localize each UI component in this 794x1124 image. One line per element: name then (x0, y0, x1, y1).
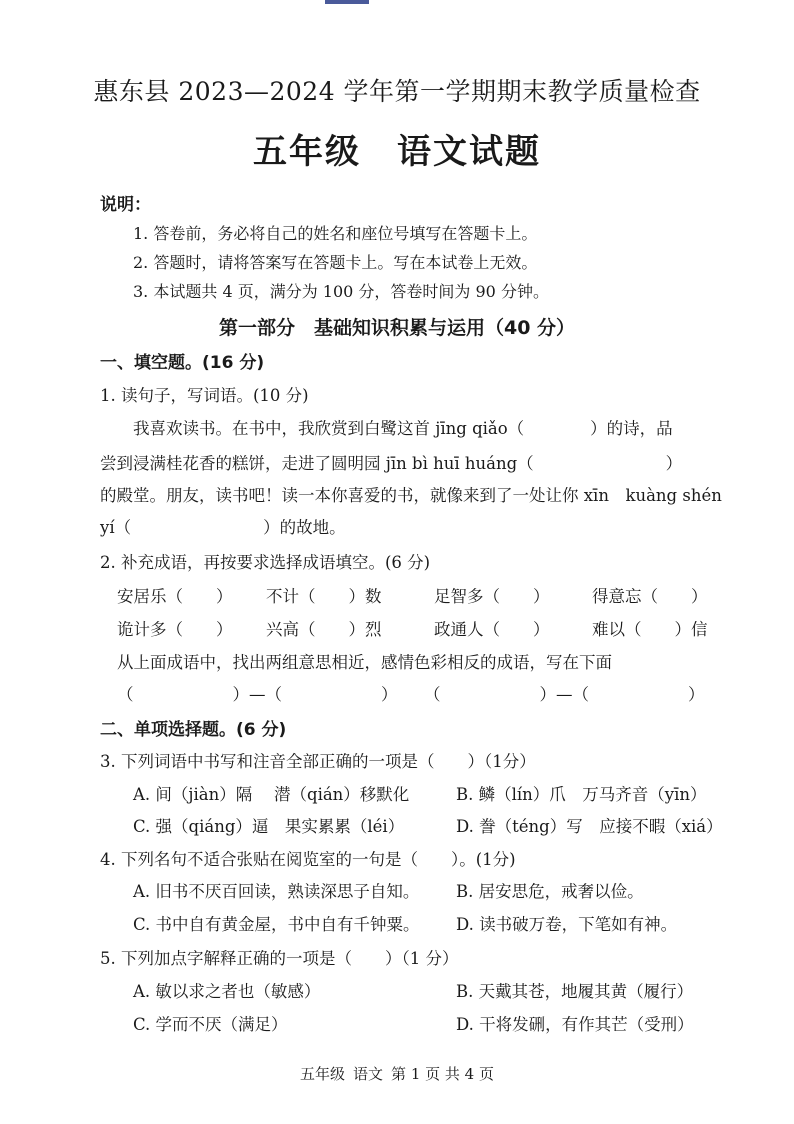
option-b: B. 天戴其苍，地履其黄（履行） (456, 982, 694, 1001)
option-d: D. 读书破万卷，下笔如有神。 (456, 915, 678, 934)
subject-name: 语文试题 (397, 132, 541, 172)
option-a: A. 旧书不厌百回读，熟读深思子自知。 (133, 882, 420, 901)
question-stem: 1. 读句子，写词语。(10 分) (100, 386, 309, 405)
subject-title (0, 124, 794, 173)
option-d: D. 誊（téng）写 应接不暇（xiá） (456, 817, 723, 836)
option-d: D. 干将发硎，有作其芒（受刑） (456, 1015, 694, 1034)
question-stem: 3. 下列词语中书写和注音全部正确的一项是（ ）（1分） (100, 752, 536, 771)
passage-line: 的殿堂。朋友，读书吧！读一本你喜爱的书，就像来到了一处让你 xīn kuàng shén (100, 486, 722, 505)
passage-line: 我喜欢读书。在书中，我欣赏到白鹭这首 jīng qiǎo（ ）的诗，品 (133, 419, 673, 438)
passage-line: yí（ ）的故地。 (100, 518, 346, 537)
note-item: 2. 答题时，请将答案写在答题卡上。写在本试卷上无效。 (133, 253, 538, 272)
section-title: 二、单项选择题。(6 分) (100, 720, 287, 740)
page-footer (0, 1063, 794, 1084)
idiom-item: 诡计多（ ） (117, 620, 233, 639)
page-number: 第 1 页 共 4 页 (391, 1065, 494, 1083)
footer-subject: 语文 (353, 1065, 384, 1083)
section-title: 一、填空题。(16 分) (100, 353, 265, 373)
part-title: 第一部分 基础知识积累与运用（40 分） (218, 317, 576, 339)
option-a: A. 敏以求之者也（敏感） (133, 982, 321, 1001)
passage-line: 尝到浸满桂花香的糕饼，走进了圆明园 jīn bì huī huáng（ ） (100, 454, 683, 473)
footer-grade: 五年级 (300, 1065, 346, 1083)
exam-title: 惠东县 2023—2024 学年第一学期期末教学质量检查 (93, 77, 701, 106)
question-stem: 2. 补充成语，再按要求选择成语填空。(6 分) (100, 553, 431, 572)
idiom-item: 得意忘（ ） (592, 587, 708, 606)
grade-title: 五年级 (253, 132, 361, 172)
idiom-item: 政通人（ ） (434, 620, 550, 639)
question-stem: 4. 下列名句不适合张贴在阅览室的一句是（ ）。(1分) (100, 850, 516, 869)
option-a: A. 间（jiàn）隔 潜（qián）移默化 (133, 785, 410, 804)
idiom-item: 难以（ ）信 (592, 620, 708, 639)
answer-blank: （ ）—（ ） (424, 685, 705, 704)
option-c: C. 学而不厌（满足） (133, 1015, 288, 1034)
idiom-item: 兴高（ ）烈 (266, 620, 382, 639)
option-b: B. 鳞（lín）爪 万马齐音（yīn） (456, 785, 707, 804)
option-c: C. 书中自有黄金屋，书中自有千钟粟。 (133, 915, 420, 934)
question-stem: 5. 下列加点字解释正确的一项是（ ）（1 分） (100, 949, 459, 968)
notes-label: 说明： (100, 195, 151, 215)
instruction-text: 从上面成语中，找出两组意思相近，感情色彩相反的成语，写在下面 (117, 653, 612, 672)
idiom-item: 足智多（ ） (434, 587, 550, 606)
note-item: 3. 本试题共 4 页，满分为 100 分，答卷时间为 90 分钟。 (133, 282, 549, 301)
idiom-item: 不计（ ）数 (266, 587, 382, 606)
answer-blank: （ ）—（ ） (117, 685, 398, 704)
option-b: B. 居安思危，戒奢以俭。 (456, 882, 644, 901)
idiom-item: 安居乐（ ） (117, 587, 233, 606)
note-item: 1. 答卷前，务必将自己的姓名和座位号填写在答题卡上。 (133, 224, 538, 243)
option-c: C. 强（qiáng）逼 果实累累（léi） (133, 817, 405, 836)
scan-mark (325, 0, 369, 4)
